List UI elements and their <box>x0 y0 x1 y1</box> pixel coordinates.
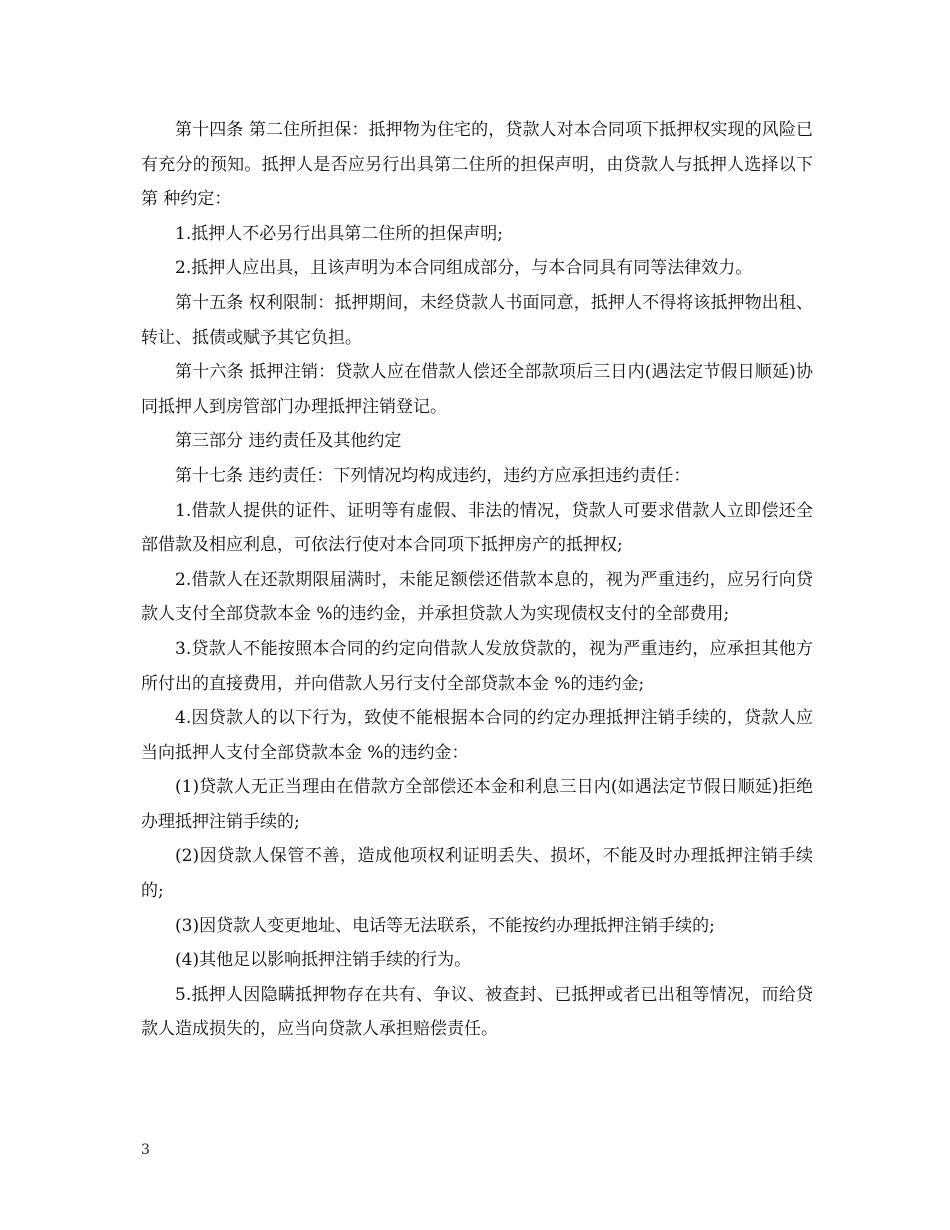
clause-15: 第十五条 权利限制：抵押期间，未经贷款人书面同意，抵押人不得将该抵押物出租、转让、抵债或赋予其它负担。 <box>141 292 813 348</box>
clause-14: 第十四条 第二住所担保：抵押物为住宅的，贷款人对本合同项下抵押权实现的风险已有充分的预知。抵押人是否应另行出具第二住所的担保声明，由贷款人与抵押人选择以下第 种约定： <box>141 120 813 210</box>
clause-16: 第十六条 抵押注销：贷款人应在借款人偿还全部款项后三日内(遇法定节假日顺延)协同抵押人到房管部门办理抵押注销登记。 <box>141 362 813 417</box>
clause-17-item-4-sub-3: (3)因贷款人变更地址、电话等无法联系，不能按约办理抵押注销手续的; <box>175 915 715 936</box>
clause-17-item-2: 2.借款人在还款期限届满时，未能足额偿还借款本息的，视为严重违约，应另行向贷款人支付全部贷款本金 %的违约金，并承担贷款人为实现债权支付的全部费用; <box>141 569 813 625</box>
clause-17-item-4-sub-1: (1)贷款人无正当理由在借款方全部偿还本金和利息三日内(如遇法定节假日顺延)拒绝办理抵押注销手续的; <box>141 777 813 832</box>
clause-17-item-4: 4.因贷款人的以下行为，致使不能根据本合同的约定办理抵押注销手续的，贷款人应当向抵押人支付全部贷款本金 %的违约金： <box>141 708 813 763</box>
clause-17-item-5: 5.抵押人因隐瞒抵押物存在共有、争议、被查封、已抵押或者已出租等情况，而给贷款人造成损失的，应当向贷款人承担赔偿责任。 <box>141 984 813 1040</box>
clause-17: 第十七条 违约责任：下列情况均构成违约，违约方应承担违约责任： <box>175 465 691 486</box>
clause-14-option-1: 1.抵押人不必另行出具第二住所的担保声明; <box>175 223 503 244</box>
clause-17-item-4-sub-2: (2)因贷款人保管不善，造成他项权利证明丢失、损坏，不能及时办理抵押注销手续的; <box>141 846 813 902</box>
clause-17-item-1: 1.借款人提供的证件、证明等有虚假、非法的情况，贷款人可要求借款人立即偿还全部借款及相应利息，可依法行使对本合同项下抵押房产的抵押权; <box>141 500 813 556</box>
document-body <box>141 113 813 1047</box>
clause-17-item-4-sub-4: (4)其他足以影响抵押注销手续的行为。 <box>175 950 472 971</box>
clause-14-option-2: 2.抵押人应出具，且该声明为本合同组成部分，与本合同具有同等法律效力。 <box>175 258 753 279</box>
section-3-heading: 第三部分 违约责任及其他约定 <box>175 431 402 452</box>
clause-17-item-3: 3.贷款人不能按照本合同的约定向借款人发放贷款的，视为严重违约，应承担其他方所付出的直接费用，并向借款人另行支付全部贷款本金 %的违约金; <box>141 638 813 694</box>
page-number: 3 <box>141 1142 150 1158</box>
